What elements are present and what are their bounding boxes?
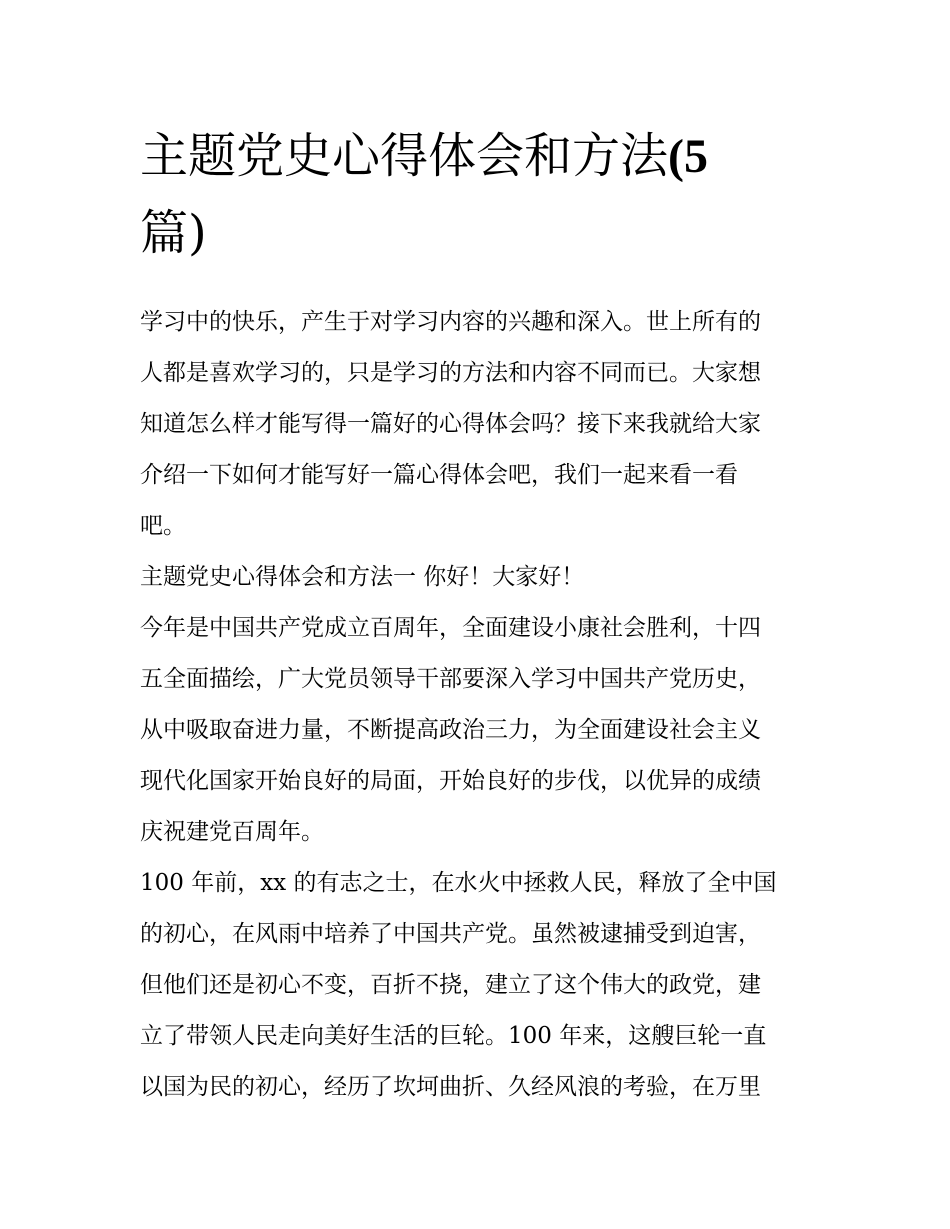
paragraph bbox=[140, 297, 820, 552]
paragraph bbox=[140, 552, 820, 603]
text-line: 人都是喜欢学习的，只是学习的方法和内容不同而已。大家想 bbox=[140, 360, 761, 386]
text-line: 以国为民的初心，经历了坎坷曲折、久经风浪的考验，在万里 bbox=[140, 1074, 761, 1100]
text-line: 的初心，在风雨中培养了中国共产党。虽然被逮捕受到迫害， bbox=[140, 921, 761, 947]
document-body bbox=[140, 297, 820, 1113]
title-line-1 bbox=[140, 118, 820, 195]
paragraph bbox=[140, 603, 820, 858]
text-line: 今年是中国共产党成立百周年，全面建设小康社会胜利，十四 bbox=[140, 615, 761, 641]
document-page bbox=[140, 118, 820, 1113]
title-line-2: 篇) bbox=[140, 205, 207, 261]
text-line: 五全面描绘，广大党员领导干部要深入学习中国共产党历史， bbox=[140, 666, 761, 692]
text-line: 庆祝建党百周年。 bbox=[140, 819, 324, 845]
text-line: 现代化国家开始良好的局面，开始良好的步伐，以优异的成绩 bbox=[140, 768, 761, 794]
text-line: 吧。 bbox=[140, 513, 186, 539]
text-line: 但他们还是初心不变，百折不挠，建立了这个伟大的政党，建 bbox=[140, 972, 761, 998]
text-line: 介绍一下如何才能写好一篇心得体会吧，我们一起来看一看 bbox=[140, 462, 738, 488]
text-line: 主题党史心得体会和方法一 你好！大家好！ bbox=[140, 564, 585, 590]
title-count: (5 bbox=[668, 130, 708, 183]
text-line: 从中吸取奋进力量，不断提高政治三力，为全面建设社会主义 bbox=[140, 717, 761, 743]
paragraph bbox=[140, 858, 820, 1113]
text-line: 立了带领人民走向美好生活的巨轮。100 年来，这艘巨轮一直 bbox=[140, 1023, 767, 1049]
title-text: 主题党史心得体会和方法 bbox=[140, 128, 669, 184]
text-line: 学习中的快乐，产生于对学习内容的兴趣和深入。世上所有的 bbox=[140, 309, 761, 335]
document-title bbox=[140, 118, 820, 271]
text-line: 知道怎么样才能写得一篇好的心得体会吗？接下来我就给大家 bbox=[140, 411, 761, 437]
text-line: 100 年前，xx 的有志之士，在水火中拯救人民，释放了全中国 bbox=[140, 870, 777, 896]
